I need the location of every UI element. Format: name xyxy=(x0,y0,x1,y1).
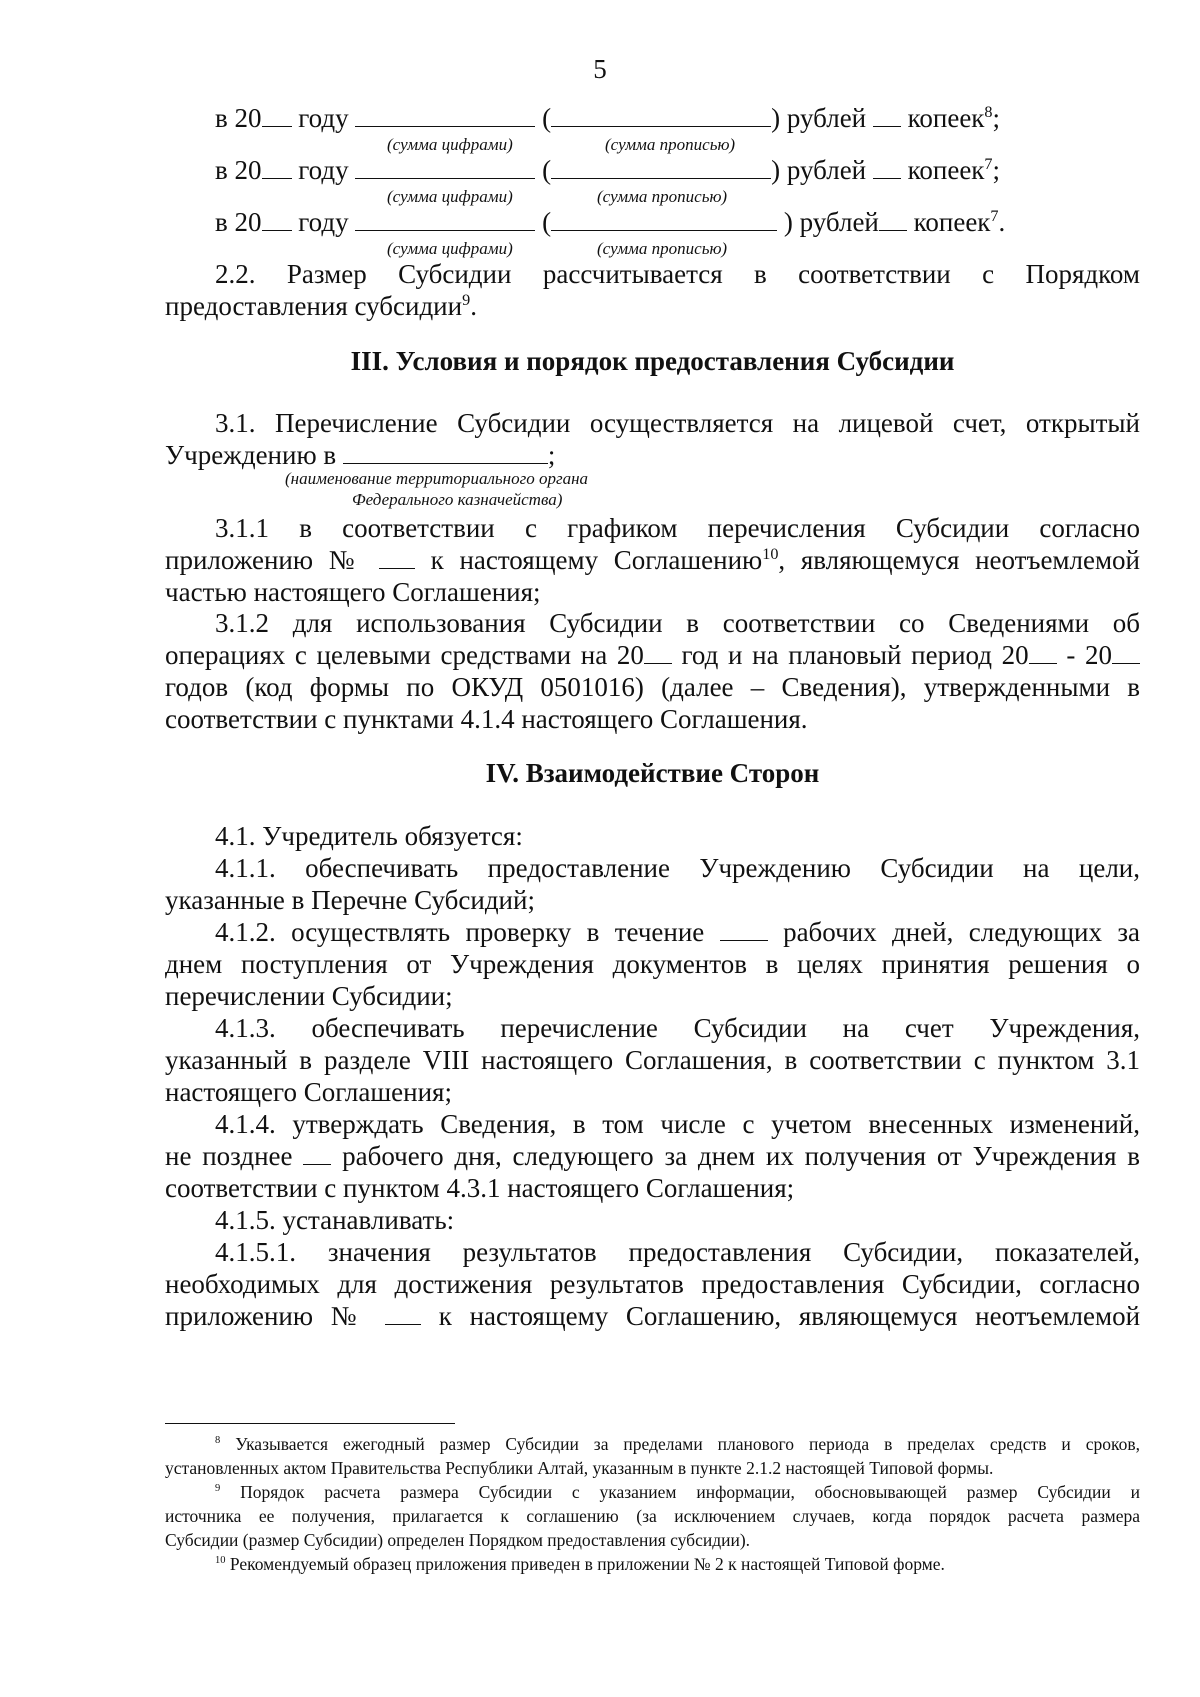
paragraph-line: Учреждению в ; xyxy=(165,440,556,470)
caption-territorial-organ: (наименование территориального органа xyxy=(285,469,589,488)
footnote-line: установленных актом Правительства Республики Алтай, указанным в пункте 2.1.2 настоящей Типовой формы. xyxy=(165,1458,994,1478)
paragraph-line: 4.1.1. обеспечивать предоставление Учреждению Субсидии на цели, xyxy=(215,853,1140,883)
sum-row: в 20 году ( ) рублей копеек$^8$; xyxy=(215,103,1001,133)
page-number: 5 xyxy=(593,54,607,84)
paragraph-line: настоящего Соглашения; xyxy=(165,1077,452,1107)
paragraph-line: приложению № к настоящему Соглашению, являющемуся неотъемлемой xyxy=(165,1301,1141,1331)
paragraph-line: 4.1. Учредитель обязуется: xyxy=(215,821,523,851)
paragraph-line: 4.1.5.1. значения результатов предоставления Субсидии, показателей, xyxy=(215,1237,1140,1267)
footnote-separator xyxy=(165,1423,455,1424)
footnote: $^9$ Порядок расчета размера Субсидии с указанием информации, обосновывающей размер Субсидии и xyxy=(215,1482,1140,1502)
paragraph-line: указанные в Перечне Субсидий; xyxy=(165,885,535,915)
paragraph-line: годов (код формы по ОКУД 0501016) (далее – Сведения), утвержденными в xyxy=(165,672,1140,702)
paragraph-line: операциях с целевыми средствами на 20 год и на плановый период 20 - 20 xyxy=(165,639,1140,671)
paragraph-line: предоставления субсидии$^9$. xyxy=(165,291,477,321)
sum-row: в 20 году ( ) рублей копеек$^7$. xyxy=(215,207,1006,237)
footnote-line: источника ее получения, прилагается к соглашению (за исключением случаев, когда порядок расчета размера xyxy=(165,1506,1140,1526)
footnote: $^8$ Указывается ежегодный размер Субсидии за пределами планового периода в пределах средств и сроков, xyxy=(215,1434,1141,1454)
paragraph-line: 4.1.4. утверждать Сведения, в том числе с учетом внесенных изменений, xyxy=(215,1109,1140,1139)
paragraph-line: соответствии с пунктами 4.1.4 настоящего Соглашения. xyxy=(165,704,808,734)
paragraph-line: 4.1.2. осуществлять проверку в течение рабочих дней, следующих за xyxy=(215,917,1141,947)
footnote-line: Субсидии (размер Субсидии) определен Порядком предоставления субсидии). xyxy=(165,1530,751,1550)
section-heading: IV. Взаимодействие Сторон xyxy=(485,758,820,788)
paragraph-line: приложению № к настоящему Соглашению$^{10}$, являющемуся неотъемлемой xyxy=(165,545,1141,575)
paragraph-line: не позднее рабочего дня, следующего за днем их получения от Учреждения в xyxy=(165,1141,1141,1171)
caption-words: (сумма прописью) xyxy=(597,187,728,206)
paragraph-line: перечислении Субсидии; xyxy=(165,981,453,1011)
paragraph-line: днем поступления от Учреждения документов в целях принятия решения о xyxy=(165,949,1140,979)
paragraph-line: 3.1.1 в соответствии с графиком перечисления Субсидии согласно xyxy=(215,513,1140,543)
caption-digits: (сумма цифрами) xyxy=(387,239,513,258)
paragraph-line: 4.1.3. обеспечивать перечисление Субсидии на счет Учреждения, xyxy=(215,1013,1140,1043)
paragraph-line: необходимых для достижения результатов предоставления Субсидии, согласно xyxy=(165,1269,1140,1299)
caption-treasury: Федерального казначейства) xyxy=(352,490,563,509)
paragraph-line: 3.1.2 для использования Субсидии в соответствии со Сведениями об xyxy=(215,608,1140,638)
caption-words: (сумма прописью) xyxy=(605,135,736,154)
caption-words: (сумма прописью) xyxy=(597,239,728,258)
caption-digits: (сумма цифрами) xyxy=(387,135,513,154)
paragraph-line: частью настоящего Соглашения; xyxy=(165,577,541,607)
sum-row: в 20 году ( ) рублей копеек$^7$; xyxy=(215,155,1001,185)
footnote: $^{10}$ Рекомендуемый образец приложения приведен в приложении № 2 к настоящей Типовой форме. xyxy=(215,1554,945,1574)
paragraph-line: соответствии с пунктом 4.3.1 настоящего Соглашения; xyxy=(165,1173,795,1203)
section-heading: III. Условия и порядок предоставления Субсидии xyxy=(350,346,955,376)
paragraph-line: указанный в разделе VIII настоящего Соглашения, в соответствии с пунктом 3.1 xyxy=(165,1045,1140,1075)
paragraph-line: 4.1.5. устанавливать: xyxy=(215,1205,455,1235)
caption-digits: (сумма цифрами) xyxy=(387,187,513,206)
paragraph-line: 3.1. Перечисление Субсидии осуществляется на лицевой счет, открытый xyxy=(215,408,1140,438)
paragraph-line: 2.2. Размер Субсидии рассчитывается в соответствии с Порядком xyxy=(215,259,1140,289)
